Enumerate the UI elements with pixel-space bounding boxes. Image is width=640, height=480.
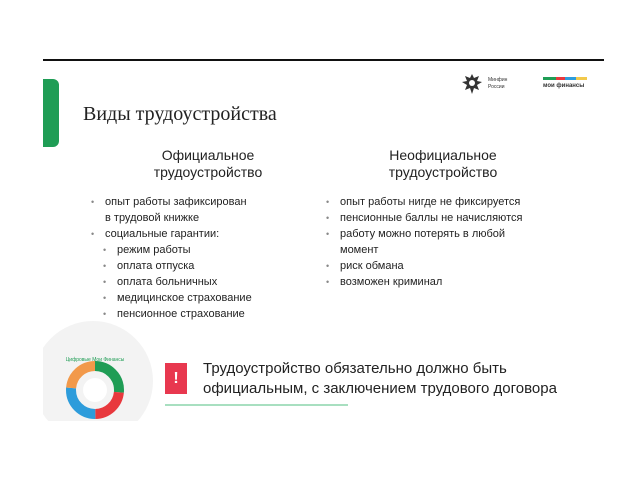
list-item: • возможен криминал [326, 274, 556, 290]
slide-title: Виды трудоустройства [83, 103, 277, 125]
list-item: • опыт работы зафиксирован [91, 194, 331, 210]
moi-finansy-text: мои финансы [543, 83, 585, 89]
guarantee-item: • оплата больничных [91, 274, 331, 290]
unofficial-list [326, 194, 556, 290]
official-heading-line1: Официальное [161, 147, 255, 163]
list-item: • опыт работы нигде не фиксируется [326, 194, 556, 210]
guarantee-item: • медицинское страхование [91, 290, 331, 306]
guarantee-item: • режим работы [91, 242, 331, 258]
list-item: • социальные гарантии: [91, 226, 331, 242]
moi-finansy-logo [543, 77, 587, 89]
minfin-line1: Минфин [488, 77, 508, 83]
unofficial-heading-line1: Неофициальное [389, 147, 497, 163]
list-item-continuation: момент [340, 244, 379, 256]
unofficial-heading [373, 147, 513, 181]
list-item: • работу можно потерять в любой [326, 226, 556, 242]
list-item-continuation: в трудовой книжке [105, 212, 200, 224]
alert-underline [165, 404, 348, 406]
minfin-logo [461, 71, 507, 97]
alert-line2: официальным, с заключением трудового договора [203, 380, 557, 397]
alert-line1: Трудоустройство обязательно должно быть [203, 360, 507, 377]
eagle-emblem-icon [461, 71, 483, 97]
minfin-line2: России [488, 84, 505, 90]
guarantee-item: • оплата отпуска [91, 258, 331, 274]
list-item: • пенсионные баллы не начисляются [326, 210, 556, 226]
alert-icon: ! [165, 363, 187, 394]
guarantee-item: • пенсионное страхование [91, 306, 331, 322]
badge-text: Цифровые Мои Финансы [65, 357, 125, 363]
official-list [91, 194, 331, 322]
green-accent-bar [43, 79, 59, 147]
list-item: • риск обмана [326, 258, 556, 274]
digital-finance-badge-icon [58, 353, 132, 421]
moi-finansy-color-bar [543, 77, 587, 80]
unofficial-heading-line2: трудоустройство [388, 164, 498, 180]
official-heading-line2: трудоустройство [153, 164, 263, 180]
official-heading [148, 147, 268, 181]
slide [43, 61, 604, 421]
alert-text [203, 359, 583, 399]
